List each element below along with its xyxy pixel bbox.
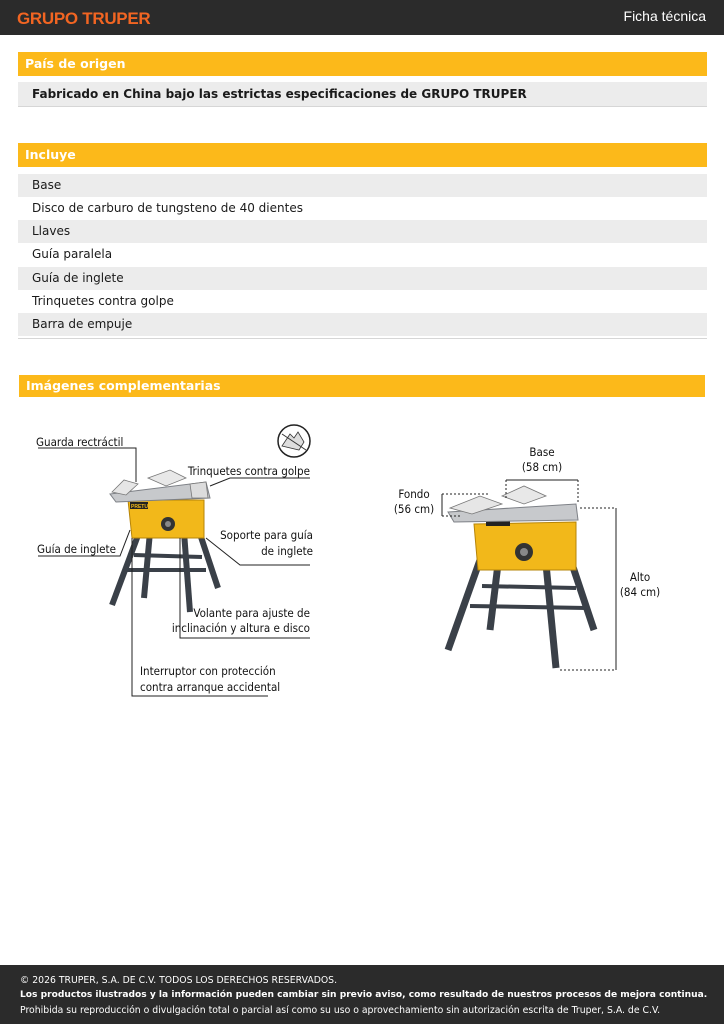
dimensions-figure <box>390 440 680 680</box>
label-guia-inglete: Guía de inglete <box>37 542 116 556</box>
footer <box>0 965 724 1024</box>
value-base: (58 cm) <box>521 460 563 474</box>
section-header-origin: País de origen <box>18 52 707 76</box>
saw-brand-mark: PRETUL <box>131 504 151 510</box>
section-header-images: Imágenes complementarias <box>19 375 705 397</box>
header-bar <box>0 0 724 35</box>
include-item: Barra de empuje <box>18 313 707 336</box>
label-fondo: Fondo <box>398 487 430 501</box>
include-item: Guía paralela <box>32 247 113 261</box>
label-interruptor-1: Interruptor con protección <box>140 664 276 678</box>
features-figure <box>20 420 320 705</box>
list-divider <box>18 338 707 339</box>
table-saw-dimension-illustration <box>448 486 594 668</box>
label-trinquetes: Trinquetes contra golpe <box>187 464 310 478</box>
label-soporte-2: de inglete <box>261 544 313 558</box>
include-item: Disco de carburo de tungsteno de 40 dientes <box>32 201 303 215</box>
footer-copyright: © 2026 TRUPER, S.A. DE C.V. TODOS LOS DERECHOS RESERVADOS. <box>20 975 338 986</box>
label-interruptor-2: contra arranque accidental <box>140 680 281 694</box>
label-volante-1: Volante para ajuste de <box>193 606 310 620</box>
include-item: Base <box>18 174 707 197</box>
include-item: Trinquetes contra golpe <box>32 294 174 308</box>
include-item: Guía de inglete <box>18 267 707 290</box>
label-alto: Alto <box>629 570 651 584</box>
label-soporte-1: Soporte para guía <box>220 528 313 542</box>
no-hands-icon <box>278 425 310 457</box>
origin-text: Fabricado en China bajo las estrictas especificaciones de GRUPO TRUPER <box>18 82 707 107</box>
footer-legal: Prohibida su reproducción o divulgación total o parcial así como su uso o aprovechamiento sin autorización escrita de Truper, S.A. de C.V. <box>20 1005 661 1016</box>
label-guarda: Guarda rectráctil <box>36 435 124 449</box>
footer-notice: Los productos ilustrados y la información pueden cambiar sin previo aviso, como resultado de nuestros procesos de mejora continua. <box>20 990 708 1000</box>
label-volante-2: inclinación y altura e disco <box>171 621 310 635</box>
brand-logo: GRUPO TRUPER <box>17 9 151 28</box>
include-item: Llaves <box>18 220 707 243</box>
label-base: Base <box>529 445 555 459</box>
value-alto: (84 cm) <box>619 585 661 599</box>
section-header-includes: Incluye <box>18 143 707 167</box>
value-fondo: (56 cm) <box>393 502 435 516</box>
document-type: Ficha técnica <box>623 8 706 24</box>
